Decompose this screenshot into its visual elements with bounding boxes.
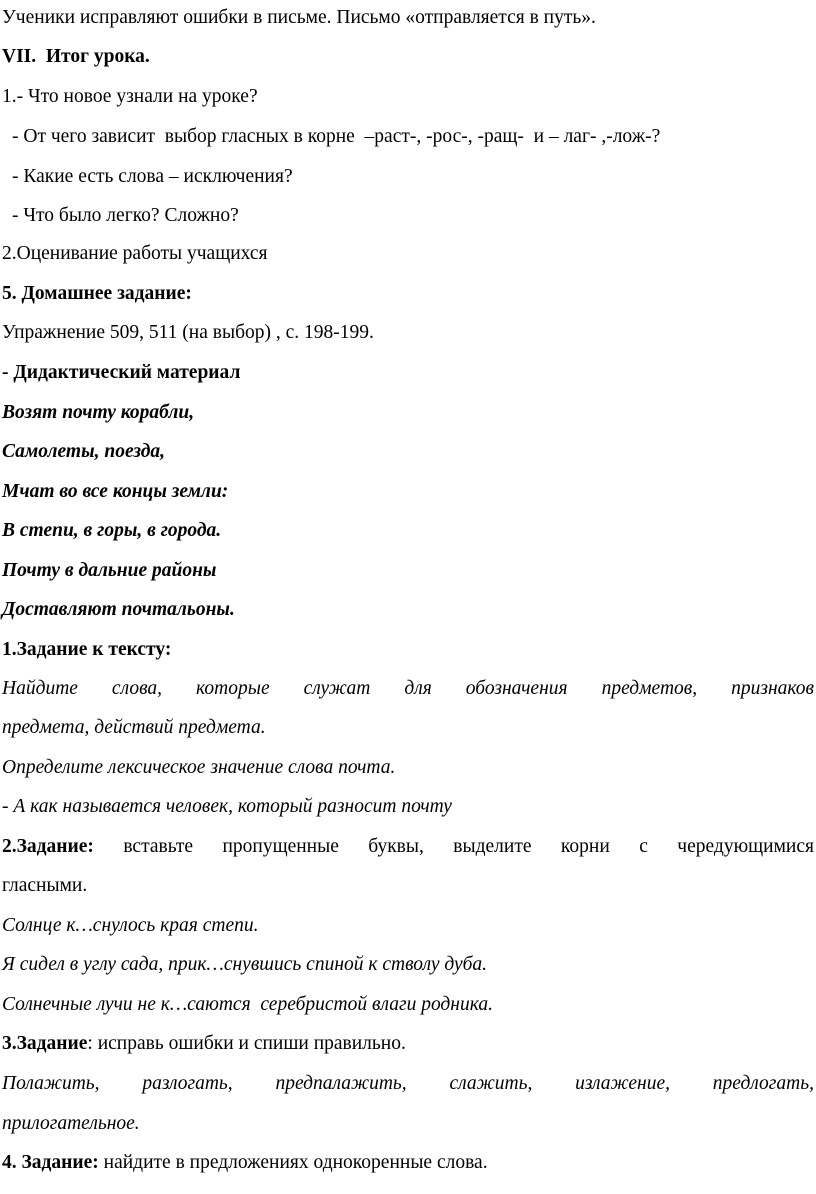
task-1-instruction: Найдите слова, которые служат для обозначения предметов, признаков <box>2 678 814 699</box>
paragraph-assessment: 2.Оценивание работы учащихся <box>2 243 268 264</box>
task-1-instruction-cont: предмета, действий предмета. <box>2 717 266 738</box>
poem-line: Мчат во все концы земли: <box>2 481 229 502</box>
task-1-question: - А как называется человек, который разносит почту <box>2 796 452 817</box>
question-exceptions: - Какие есть слова – исключения? <box>12 166 293 187</box>
question-vowel-choice: - От чего зависит выбор гласных в корне –раст-, -рос-, -ращ- и – лаг- ,-лож-? <box>12 126 661 147</box>
poem-line: Доставляют почтальоны. <box>2 599 235 620</box>
paragraph-intro: Ученики исправляют ошибки в письме. Письмо «отправляется в путь». <box>2 7 596 28</box>
task-3-label: 3.Задание <box>2 1033 88 1054</box>
task-3-line <box>0 1032 816 1056</box>
task-1-heading: 1.Задание к тексту: <box>2 639 172 660</box>
task-2-label: 2.Задание: <box>2 836 94 857</box>
task-3-text: : исправь ошибки и спиши правильно. <box>87 1033 406 1054</box>
task-1-lexical-meaning: Определите лексическое значение слова почта. <box>2 757 396 778</box>
section-heading-homework: 5. Домашнее задание: <box>2 283 192 304</box>
poem-line: Почту в дальние районы <box>2 560 217 581</box>
task-2-sentence: Я сидел в углу сада, прик…снувшись спиной к стволу дуба. <box>2 954 488 975</box>
task-3-words-cont: прилогательное. <box>2 1113 140 1134</box>
task-2-text-cont: гласными. <box>2 875 88 896</box>
task-3-words: Полажить, разлогать, предпалажить, слажить, излажение, предлогать, <box>2 1073 814 1094</box>
question-new-learned: 1.- Что новое узнали на уроке? <box>2 86 258 107</box>
section-heading-didactic: - Дидактический материал <box>2 362 241 383</box>
task-2-line <box>0 835 816 859</box>
task-4-text: найдите в предложениях однокоренные слова. <box>98 1152 488 1173</box>
task-2-sentence: Солнце к…снулось края степи. <box>2 915 259 936</box>
section-heading-summary: VII. Итог урока. <box>2 46 150 67</box>
task-2-text: вставьте пропущенные буквы, выделите корни с чередующимися <box>93 836 814 857</box>
paragraph-exercise: Упражнение 509, 511 (на выбор) , с. 198-199. <box>2 322 374 343</box>
task-4-label: 4. Задание: <box>2 1152 99 1173</box>
question-easy-hard: - Что было легко? Сложно? <box>12 205 239 226</box>
task-4-line <box>0 1151 816 1175</box>
task-2-sentence: Солнечные лучи не к…саются серебристой влаги родника. <box>2 994 493 1015</box>
poem-line: Самолеты, поезда, <box>2 441 166 462</box>
poem-line: В степи, в горы, в города. <box>2 520 222 541</box>
poem-line: Возят почту корабли, <box>2 402 195 423</box>
